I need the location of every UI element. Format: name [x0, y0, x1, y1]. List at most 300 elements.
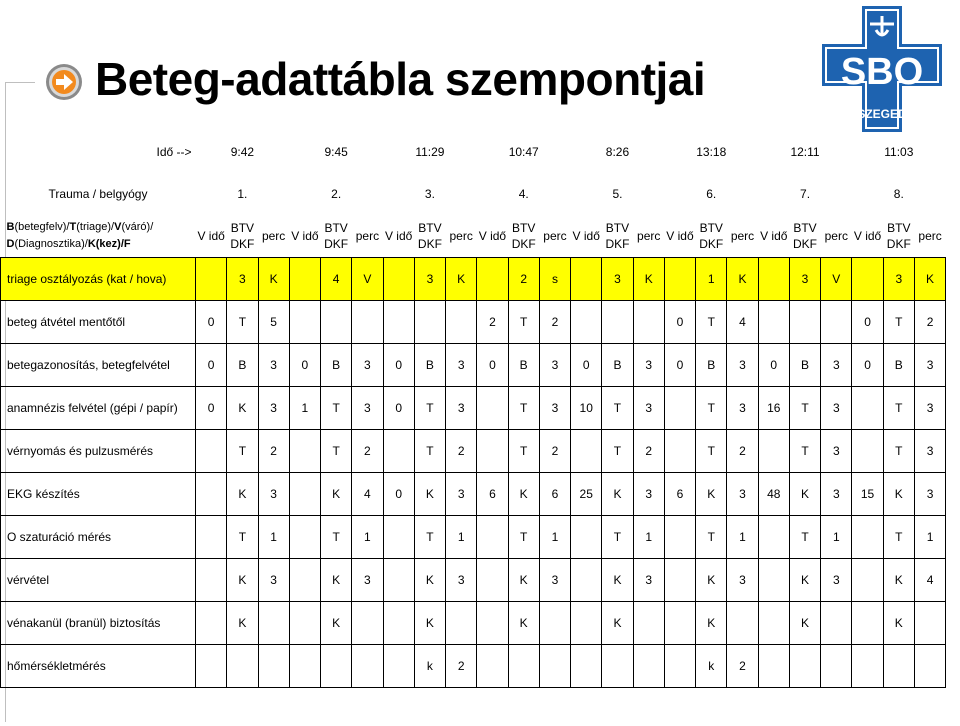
patient-number-row-label: Trauma / belgyógy: [48, 187, 148, 201]
data-cell: [852, 559, 883, 602]
status-legend: [1, 215, 196, 258]
legend-text: V: [114, 221, 122, 233]
data-cell: 3: [821, 387, 852, 430]
data-cell: T: [696, 516, 727, 559]
legend-text: D: [6, 238, 15, 250]
data-cell: K: [414, 473, 445, 516]
data-cell: T: [696, 301, 727, 344]
data-cell: [352, 602, 383, 645]
data-cell: [289, 602, 320, 645]
data-cell: [571, 301, 602, 344]
data-cell: 3: [352, 387, 383, 430]
data-cell: [852, 516, 883, 559]
data-cell: 2: [446, 645, 477, 688]
data-cell: 3: [914, 344, 945, 387]
legend-text: (Diagnosztika)/: [14, 238, 88, 250]
patient-number-cell: 6.: [706, 187, 717, 201]
data-cell: [789, 301, 820, 344]
data-cell: 0: [664, 344, 695, 387]
data-cell: T: [883, 387, 914, 430]
data-cell: K: [414, 559, 445, 602]
data-cell: K: [883, 559, 914, 602]
btv-label: BTV: [418, 221, 442, 235]
data-cell: [852, 387, 883, 430]
patient-number-cell: 1.: [237, 187, 248, 201]
row-label: vénakanül (branül) biztosítás: [1, 602, 196, 645]
data-cell: 0: [477, 344, 508, 387]
data-cell: 3: [414, 258, 445, 301]
perc-header: perc: [261, 229, 286, 243]
patient-data-table: [0, 131, 946, 688]
data-cell: 2: [539, 430, 570, 473]
data-cell: K: [602, 559, 633, 602]
data-cell: 3: [821, 344, 852, 387]
data-cell: K: [883, 602, 914, 645]
data-cell: [446, 602, 477, 645]
patient-number-cell: 7.: [800, 187, 811, 201]
data-cell: B: [227, 344, 258, 387]
data-cell: 3: [602, 258, 633, 301]
svg-text:SZEGED: SZEGED: [857, 107, 907, 121]
btv-dkf-header: [321, 215, 352, 258]
data-cell: [383, 645, 414, 688]
data-cell: [352, 301, 383, 344]
table-row: [1, 301, 946, 344]
data-cell: 3: [883, 258, 914, 301]
data-cell: T: [321, 516, 352, 559]
data-cell: 0: [196, 301, 227, 344]
v-ido-header: V idő: [478, 229, 507, 243]
data-cell: [289, 258, 320, 301]
data-cell: [821, 301, 852, 344]
data-cell: 15: [852, 473, 883, 516]
legend-text: T: [69, 221, 77, 233]
data-cell: [852, 430, 883, 473]
data-cell: B: [508, 344, 539, 387]
data-cell: 1: [696, 258, 727, 301]
data-cell: B: [883, 344, 914, 387]
arrival-time-cell: 8:26: [605, 145, 630, 159]
data-cell: [852, 258, 883, 301]
data-cell: 3: [633, 559, 664, 602]
data-cell: 3: [258, 473, 289, 516]
data-cell: K: [633, 258, 664, 301]
data-cell: [571, 258, 602, 301]
data-cell: T: [602, 387, 633, 430]
v-ido-header: V idő: [572, 229, 600, 243]
data-cell: B: [789, 344, 820, 387]
data-cell: [664, 430, 695, 473]
data-cell: [602, 301, 633, 344]
dkf-label: DKF: [793, 237, 818, 251]
data-cell: K: [883, 473, 914, 516]
data-cell: T: [414, 430, 445, 473]
data-cell: 0: [383, 344, 414, 387]
data-cell: 3: [821, 559, 852, 602]
data-cell: T: [508, 430, 539, 473]
data-cell: 2: [352, 430, 383, 473]
patient-number-row: [1, 173, 946, 215]
data-cell: T: [789, 387, 820, 430]
data-cell: [664, 559, 695, 602]
column-header-row: [1, 215, 946, 258]
data-cell: 3: [821, 430, 852, 473]
data-cell: [289, 516, 320, 559]
data-cell: K: [446, 258, 477, 301]
sbo-szeged-logo: [818, 4, 946, 134]
perc-header: perc: [637, 229, 661, 243]
row-label: vérvétel: [1, 559, 196, 602]
data-cell: 3: [258, 387, 289, 430]
perc-header: perc: [918, 229, 942, 243]
data-cell: 3: [727, 473, 758, 516]
times-row-label: Idő -->: [156, 145, 192, 159]
data-cell: K: [258, 258, 289, 301]
data-cell: K: [321, 473, 352, 516]
data-cell: [196, 559, 227, 602]
data-cell: 6: [664, 473, 695, 516]
data-cell: K: [914, 258, 945, 301]
data-cell: 1: [633, 516, 664, 559]
data-cell: T: [414, 387, 445, 430]
data-cell: [571, 602, 602, 645]
table-row: [1, 645, 946, 688]
data-cell: K: [789, 473, 820, 516]
perc-header: perc: [543, 229, 567, 243]
data-cell: k: [696, 645, 727, 688]
data-cell: [602, 645, 633, 688]
data-cell: [321, 645, 352, 688]
data-cell: [571, 559, 602, 602]
data-cell: 3: [446, 559, 477, 602]
data-cell: k: [414, 645, 445, 688]
data-cell: K: [508, 473, 539, 516]
data-cell: T: [602, 430, 633, 473]
data-cell: K: [414, 602, 445, 645]
data-cell: [539, 602, 570, 645]
data-cell: [664, 258, 695, 301]
data-cell: 3: [258, 559, 289, 602]
data-cell: [446, 301, 477, 344]
arrival-time-cell: 9:45: [324, 145, 348, 159]
btv-label: BTV: [699, 221, 723, 235]
data-cell: 5: [258, 301, 289, 344]
data-cell: V: [821, 258, 852, 301]
data-cell: [258, 645, 289, 688]
row-label: anamnézis felvétel (gépi / papír): [1, 387, 196, 430]
patient-number-cell: 5.: [612, 187, 623, 201]
data-cell: 1: [258, 516, 289, 559]
row-label: O szaturáció mérés: [1, 516, 196, 559]
data-cell: 3: [633, 473, 664, 516]
data-cell: B: [696, 344, 727, 387]
table-row: [1, 602, 946, 645]
data-cell: T: [321, 387, 352, 430]
data-cell: 0: [383, 387, 414, 430]
data-cell: [664, 387, 695, 430]
data-cell: 3: [821, 473, 852, 516]
data-cell: 3: [633, 387, 664, 430]
data-cell: 2: [727, 645, 758, 688]
data-cell: B: [602, 344, 633, 387]
data-cell: 0: [852, 301, 883, 344]
data-cell: 3: [539, 344, 570, 387]
data-cell: T: [321, 430, 352, 473]
data-cell: [758, 645, 789, 688]
data-cell: [383, 258, 414, 301]
data-cell: [758, 602, 789, 645]
data-cell: 3: [789, 258, 820, 301]
btv-dkf-header: [508, 215, 539, 258]
data-cell: T: [508, 301, 539, 344]
legend-text: (váró)/: [121, 221, 154, 233]
data-cell: 0: [758, 344, 789, 387]
data-cell: K: [602, 473, 633, 516]
data-cell: [477, 645, 508, 688]
data-cell: [289, 473, 320, 516]
patient-number-cell: 4.: [518, 187, 529, 201]
data-cell: 1: [539, 516, 570, 559]
data-cell: 0: [196, 344, 227, 387]
btv-label: BTV: [512, 221, 536, 235]
data-cell: 3: [914, 473, 945, 516]
data-cell: [477, 516, 508, 559]
btv-label: BTV: [324, 221, 348, 235]
v-ido-header: V idő: [384, 229, 413, 243]
data-cell: T: [508, 516, 539, 559]
data-cell: B: [321, 344, 352, 387]
data-cell: [571, 516, 602, 559]
data-cell: [664, 516, 695, 559]
data-cell: [321, 301, 352, 344]
data-cell: 3: [446, 344, 477, 387]
data-cell: [852, 645, 883, 688]
data-cell: 0: [664, 301, 695, 344]
data-cell: [196, 258, 227, 301]
data-cell: 1: [446, 516, 477, 559]
data-cell: [758, 559, 789, 602]
data-cell: [289, 430, 320, 473]
arrival-time-cell: 11:29: [415, 145, 445, 159]
data-cell: 0: [383, 473, 414, 516]
data-cell: 3: [446, 473, 477, 516]
dkf-label: DKF: [324, 237, 349, 251]
btv-dkf-header: [696, 215, 727, 258]
legend-text: B: [6, 221, 15, 233]
data-cell: [914, 602, 945, 645]
data-cell: [664, 602, 695, 645]
data-cell: K: [696, 602, 727, 645]
data-cell: 3: [727, 559, 758, 602]
data-cell: [821, 645, 852, 688]
data-cell: T: [227, 516, 258, 559]
data-cell: 1: [914, 516, 945, 559]
table-row: [1, 559, 946, 602]
data-cell: 3: [539, 559, 570, 602]
dkf-label: DKF: [605, 237, 630, 251]
svg-text:SBO: SBO: [840, 51, 924, 93]
decorative-frame-line: [5, 82, 35, 83]
data-cell: K: [508, 602, 539, 645]
times-row: [1, 131, 946, 173]
data-cell: [258, 602, 289, 645]
legend-text: K(kez)/F: [87, 238, 131, 250]
data-cell: K: [227, 602, 258, 645]
data-cell: [914, 645, 945, 688]
data-cell: [383, 516, 414, 559]
data-cell: [758, 301, 789, 344]
row-label: vérnyomás és pulzusmérés: [1, 430, 196, 473]
data-cell: 0: [852, 344, 883, 387]
data-cell: [727, 602, 758, 645]
dkf-label: DKF: [230, 237, 255, 251]
data-cell: K: [227, 473, 258, 516]
row-label: EKG készítés: [1, 473, 196, 516]
data-cell: T: [227, 301, 258, 344]
patient-number-cell: 3.: [424, 187, 435, 201]
data-cell: K: [789, 559, 820, 602]
data-cell: 3: [227, 258, 258, 301]
data-cell: 3: [633, 344, 664, 387]
data-cell: [633, 301, 664, 344]
legend-text: (betegfelv)/: [14, 221, 70, 233]
arrival-time-cell: 10:47: [508, 145, 539, 159]
dkf-label: DKF: [699, 237, 724, 251]
data-cell: T: [414, 516, 445, 559]
data-cell: K: [602, 602, 633, 645]
data-cell: [821, 602, 852, 645]
data-cell: [633, 602, 664, 645]
data-cell: [477, 387, 508, 430]
data-cell: 0: [571, 344, 602, 387]
data-cell: 3: [446, 387, 477, 430]
data-cell: [758, 516, 789, 559]
arrival-time-cell: 9:42: [230, 145, 255, 159]
data-cell: [196, 516, 227, 559]
data-cell: 3: [914, 430, 945, 473]
row-label: triage osztályozás (kat / hova): [1, 258, 196, 301]
data-cell: 2: [914, 301, 945, 344]
data-cell: [758, 258, 789, 301]
row-label: beteg átvétel mentőtől: [1, 301, 196, 344]
data-cell: T: [508, 387, 539, 430]
triage-row: [1, 258, 946, 301]
table-row: [1, 473, 946, 516]
arrival-time-cell: 11:03: [884, 145, 914, 159]
data-cell: T: [883, 301, 914, 344]
data-cell: 3: [727, 344, 758, 387]
data-cell: K: [321, 559, 352, 602]
data-cell: 2: [539, 301, 570, 344]
data-cell: [477, 430, 508, 473]
data-cell: [883, 645, 914, 688]
btv-dkf-header: [414, 215, 445, 258]
data-cell: s: [539, 258, 570, 301]
data-cell: K: [727, 258, 758, 301]
perc-header: perc: [730, 229, 755, 243]
data-cell: K: [789, 602, 820, 645]
data-cell: 4: [352, 473, 383, 516]
data-cell: 3: [352, 559, 383, 602]
data-cell: T: [696, 430, 727, 473]
arrival-time-cell: 12:11: [790, 145, 820, 159]
dkf-label: DKF: [886, 237, 911, 251]
arrow-bullet-icon: [44, 62, 84, 102]
data-cell: [571, 430, 602, 473]
data-cell: K: [227, 559, 258, 602]
data-cell: 48: [758, 473, 789, 516]
data-cell: [477, 559, 508, 602]
data-cell: K: [508, 559, 539, 602]
table-row: [1, 430, 946, 473]
data-cell: 1: [727, 516, 758, 559]
data-cell: T: [789, 516, 820, 559]
data-cell: 6: [477, 473, 508, 516]
arrival-time-cell: 13:18: [696, 145, 727, 159]
data-cell: [383, 602, 414, 645]
v-ido-header: V idő: [197, 229, 225, 243]
data-cell: [289, 645, 320, 688]
data-cell: 4: [914, 559, 945, 602]
v-ido-header: V idő: [291, 229, 319, 243]
data-cell: 2: [727, 430, 758, 473]
data-cell: 3: [258, 344, 289, 387]
btv-dkf-header: [227, 215, 258, 258]
data-cell: [508, 645, 539, 688]
data-cell: K: [321, 602, 352, 645]
data-cell: 2: [477, 301, 508, 344]
data-cell: [383, 430, 414, 473]
perc-header: perc: [355, 229, 380, 243]
data-cell: [852, 602, 883, 645]
v-ido-header: V idő: [666, 229, 694, 243]
table-row: [1, 387, 946, 430]
btv-label: BTV: [605, 221, 630, 235]
data-cell: 4: [727, 301, 758, 344]
data-cell: [289, 559, 320, 602]
data-cell: B: [414, 344, 445, 387]
data-cell: T: [883, 430, 914, 473]
data-cell: V: [352, 258, 383, 301]
data-cell: [571, 645, 602, 688]
perc-header: perc: [449, 229, 473, 243]
data-cell: [758, 430, 789, 473]
data-cell: 3: [727, 387, 758, 430]
data-cell: [477, 258, 508, 301]
data-cell: T: [789, 430, 820, 473]
btv-dkf-header: [883, 215, 914, 258]
legend-text: (triage)/: [76, 221, 115, 233]
data-cell: 16: [758, 387, 789, 430]
data-cell: [664, 645, 695, 688]
data-cell: 2: [446, 430, 477, 473]
data-cell: [383, 559, 414, 602]
page-title: Beteg-adattábla szempontjai: [95, 53, 706, 105]
btv-dkf-header: [789, 215, 820, 258]
btv-label: BTV: [230, 221, 255, 235]
data-cell: 2: [258, 430, 289, 473]
data-cell: 0: [196, 387, 227, 430]
data-cell: [196, 602, 227, 645]
v-ido-header: V idő: [853, 229, 882, 243]
data-cell: 10: [571, 387, 602, 430]
data-cell: [196, 473, 227, 516]
dkf-label: DKF: [417, 237, 442, 251]
data-cell: T: [883, 516, 914, 559]
data-cell: 0: [289, 344, 320, 387]
data-cell: [789, 645, 820, 688]
data-cell: 25: [571, 473, 602, 516]
